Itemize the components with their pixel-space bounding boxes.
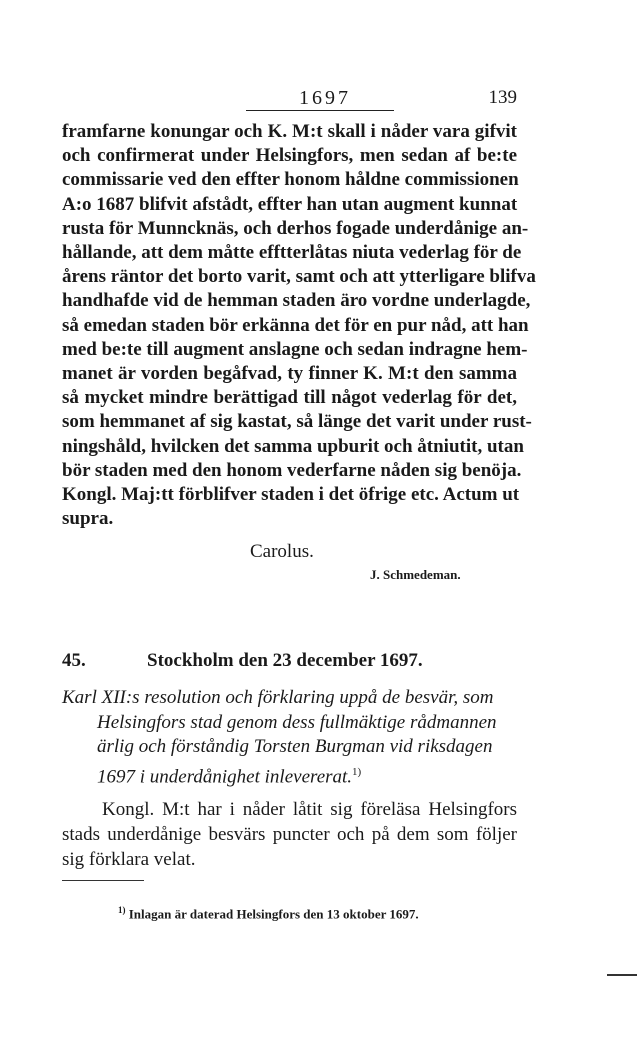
summary-line: ärlig och förståndig Torsten Burgman vid riksdagen (97, 736, 493, 757)
summary-line: Karl XII:s resolution och förklaring uppå de besvär, som (62, 687, 494, 708)
paragraph-line: sig förklara velat. (62, 849, 196, 870)
footnote-marker: 1) (118, 905, 126, 915)
body-line: hållande, att dem måtte efftterlåtas niuta vederlag för de (62, 242, 522, 264)
body-line: framfarne konungar och K. M:t skall i nåder vara gifvit (62, 121, 517, 142)
section-number: 45. (62, 650, 86, 671)
running-title: 1697 (299, 87, 351, 109)
body-line: bör staden med den honom vederfarne nåden sig benöja. (62, 459, 522, 481)
body-line: och confirmerat under Helsingfors, men sedan af be:te (62, 145, 517, 167)
section-summary (62, 686, 522, 789)
signature: Carolus. (250, 541, 314, 562)
body-line: som hemmanet af sig kastat, så länge det varit under rust- (62, 411, 532, 433)
body-line: supra. (62, 508, 114, 530)
body-line: så mycket mindre berättigad till något vederlag för det, (62, 387, 517, 409)
body-line: manet är vorden begåfvad, ty finner K. M:t den samma (62, 363, 517, 385)
page-header (62, 86, 517, 112)
body-line: årens räntor det borto varit, samt och att ytterligare blifva (62, 266, 536, 288)
body-line: med be:te till augment anslagne och sedan indragne hem- (62, 338, 528, 360)
paragraph-line: stads underdånige besvärs puncter och på dem som följer (62, 824, 517, 845)
summary-line-text: 1697 i underdånighet inlevererat. (97, 765, 353, 787)
page-number: 139 (488, 87, 517, 108)
body-line: ningshåld, hvilcken det samma upburit och åtniutit, utan (62, 435, 524, 457)
body-text (62, 120, 536, 531)
body-line: rusta för Munncknäs, och derhos fogade underdånige an- (62, 217, 529, 239)
running-title-underline (246, 110, 394, 111)
paragraph-line: Kongl. M:t har i nåder låtit sig föreläsa Helsingfors (102, 799, 517, 820)
body-line: så emedan staden bör erkänna det för en pur nåd, att han (62, 314, 529, 336)
footnote-text: Inlagan är daterad Helsingfors den 13 oktober 1697. (128, 906, 419, 922)
body-line: A:o 1687 blifvit afstådt, effter han utan augment kunnat (62, 193, 518, 215)
footnote-reference: 1) (352, 765, 362, 778)
section-title: Stockholm den 23 december 1697. (147, 650, 423, 671)
body-line: handhafde vid de hemman staden äro vordne underlagde, (62, 290, 531, 312)
body-line: commissarie ved den effter honom håldne commissionen (62, 169, 519, 191)
edge-mark (607, 974, 637, 976)
countersignature: J. Schmedeman. (370, 567, 461, 582)
footnote (118, 901, 419, 923)
body-line: Kongl. Maj:tt förblifver staden i det öfrige etc. Actum ut (62, 484, 520, 506)
paragraph (62, 797, 517, 872)
summary-line-last (62, 760, 522, 790)
footnote-rule (62, 880, 144, 881)
summary-line: Helsingfors stad genom dess fullmäktige rådmannen (97, 711, 497, 733)
